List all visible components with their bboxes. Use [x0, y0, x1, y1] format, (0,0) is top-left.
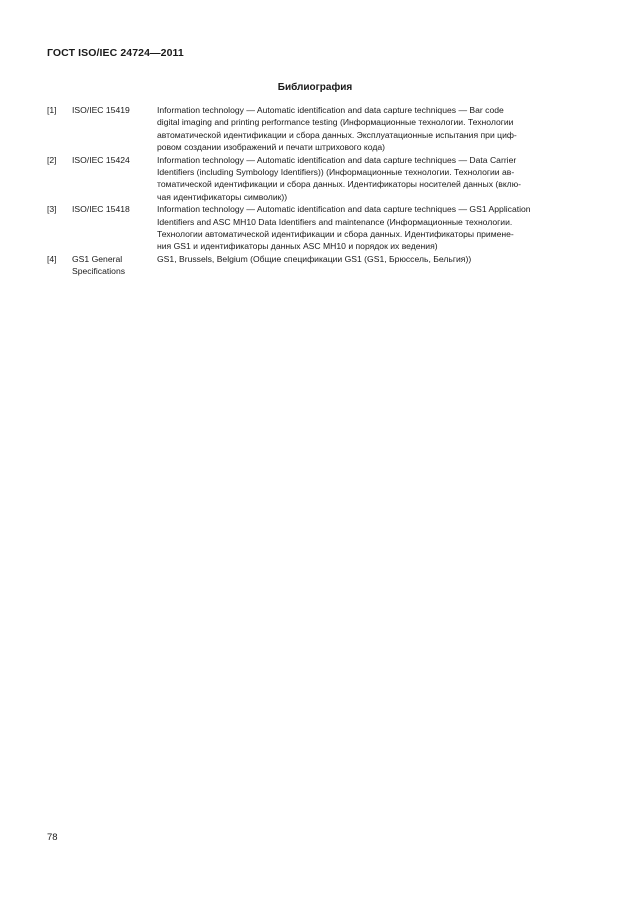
reference-number: [4]	[47, 253, 57, 264]
reference-number: [3]	[47, 204, 57, 215]
reference-number: [2]	[47, 154, 57, 165]
reference-entry-4	[47, 253, 585, 278]
reference-entry-1	[47, 104, 585, 154]
bibliography-list	[47, 104, 585, 278]
reference-number: [1]	[47, 105, 57, 115]
reference-entry-3	[47, 203, 585, 253]
reference-description: Information technology — Automatic identification and data capture techniques — Bar code digital imaging and printing performance testing (Информационные технологии. Технологии автоматической идентификации и сбора данных. Эксплуатационные испытания при циф- ровом создании изображений и печати штрихового кода)	[157, 105, 517, 153]
section-title: Библиография	[277, 82, 353, 93]
reference-description: GS1, Brussels, Belgium (Общие спецификации GS1 (GS1, Брюссель, Бельгия))	[157, 253, 472, 264]
reference-description: Information technology — Automatic identification and data capture techniques — GS1 Application Identifiers and ASC MH10 Data Identifiers and maintenance (Информационные технологии. Технологии автоматической идентификации и сбора данных. Идентификаторы примене- ния GS1 и идентификаторы данных ASC MH10 и порядок их ведения)	[157, 204, 531, 252]
reference-description: Information technology — Automatic identification and data capture techniques — Data Carrier Identifiers (including Symbology Identifiers)) (Информационные технологии. Технологии ав- томатической идентификации и сбора данных. Идентификаторы носителей данных (вклю- чая идентификаторы символик))	[157, 154, 522, 202]
reference-standard: GS1 General Specifications	[72, 253, 126, 277]
document-header-id: ГОСТ ISO/IEC 24724—2011	[47, 47, 184, 59]
reference-entry-2	[47, 154, 585, 204]
page-number: 78	[47, 832, 58, 843]
reference-standard: ISO/IEC 15419	[72, 105, 130, 115]
reference-standard: ISO/IEC 15418	[72, 204, 130, 215]
reference-standard: ISO/IEC 15424	[72, 154, 130, 165]
